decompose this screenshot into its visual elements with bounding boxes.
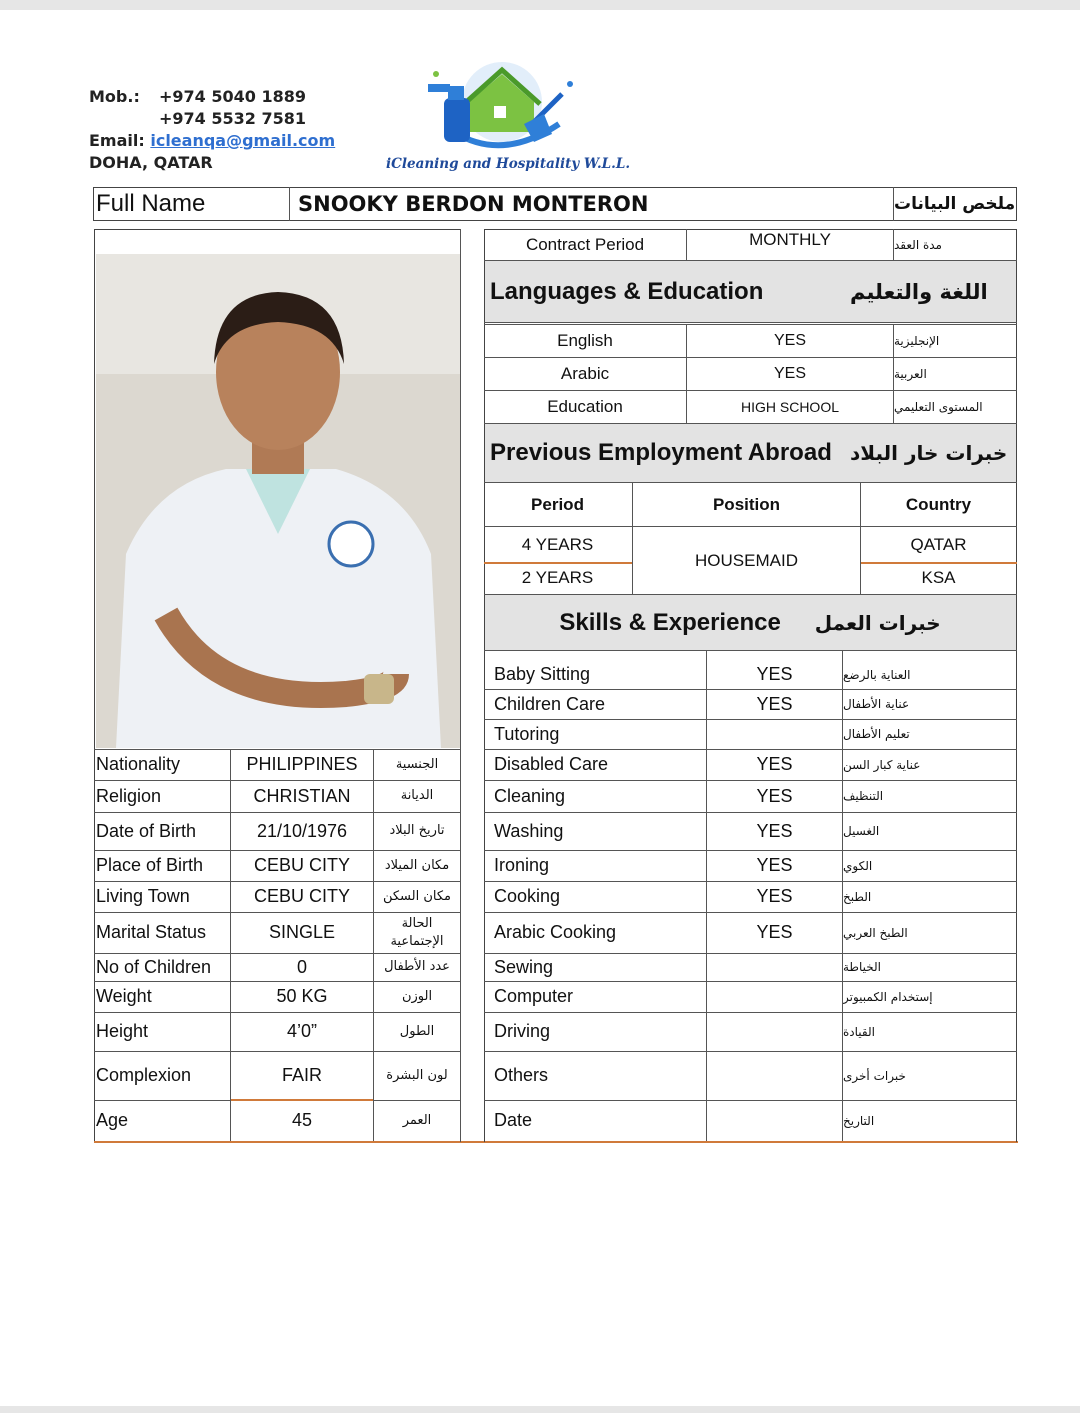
phone-2: +974 5532 7581 [159, 109, 307, 128]
personal-value: CEBU CITY [253, 855, 350, 875]
personal-label: Marital Status [96, 922, 207, 942]
top-band [0, 0, 1080, 10]
skill-value [707, 953, 842, 981]
skill-label: Others [494, 1065, 549, 1085]
skill-value [707, 981, 842, 1012]
skill-value: YES [756, 754, 793, 774]
skills-title-group [520, 595, 980, 650]
skill-label: Washing [494, 820, 564, 841]
period-value: 4 YEARS [521, 534, 594, 554]
candidate-photo [96, 254, 460, 748]
personal-label-ar: الوزن [401, 988, 433, 1004]
personal-label: Complexion [96, 1065, 192, 1085]
employment-title-ar: خبرات خار البلاد [850, 441, 1008, 465]
contract-label: Contract Period [525, 235, 645, 254]
personal-label-ar: مكان السكن [382, 888, 452, 904]
personal-label-ar: العمر [402, 1112, 432, 1128]
bottom-band [0, 1406, 1080, 1413]
position-value: HOUSEMAID [695, 550, 798, 570]
skill-label-ar: عناية كبار السن [843, 757, 921, 772]
skill-label-ar: إستخدام الكمبيوتر [843, 989, 933, 1004]
personal-label-ar: تاريخ البلاد [389, 823, 445, 838]
skill-label-ar: الخياطة [843, 960, 881, 974]
skill-label: Disabled Care [494, 754, 609, 774]
personal-label: Religion [96, 785, 162, 806]
phone-1: +974 5040 1889 [159, 87, 307, 106]
company-name: iCleaning and Hospitality W.L.L. [386, 156, 631, 172]
skill-value [707, 1100, 842, 1141]
skill-value [707, 719, 842, 749]
personal-label: Living Town [96, 886, 190, 906]
skill-label: Baby Sitting [494, 664, 591, 684]
period-value: 2 YEARS [521, 568, 594, 587]
summary-label-ar: ملخص البيانات [894, 194, 1016, 214]
personal-label-ar: الديانة [400, 788, 434, 803]
languages-title-ar: اللغة والتعليم [850, 279, 988, 304]
contract-value: MONTHLY [749, 230, 831, 249]
personal-value: 0 [296, 956, 307, 977]
skill-value: YES [756, 785, 793, 806]
skill-value: YES [756, 886, 793, 906]
contact-block [89, 86, 335, 174]
email-link[interactable]: icleanqa@gmail.com [150, 131, 336, 150]
email-label: Email: [89, 131, 145, 150]
country-value: QATAR [910, 534, 967, 554]
skill-label-ar: الغسيل [843, 824, 880, 838]
skills-title: Skills & Experience [559, 608, 781, 636]
skill-label-ar: خبرات أخرى [843, 1068, 906, 1083]
personal-label: Height [96, 1021, 149, 1041]
language-value: YES [773, 364, 806, 382]
location: DOHA, QATAR [89, 153, 213, 172]
personal-label: Age [96, 1110, 129, 1130]
personal-value: PHILIPPINES [246, 754, 358, 774]
personal-value: FAIR [281, 1065, 322, 1085]
language-label-ar: المستوى التعليمي [894, 399, 983, 414]
personal-value: 4’0” [286, 1021, 317, 1041]
personal-label-ar: الحالة الإجتماعية [390, 915, 444, 949]
skill-label: Ironing [494, 855, 550, 875]
skill-label-ar: الطبخ [843, 889, 872, 904]
skill-label-ar: التاريخ [843, 1113, 875, 1128]
skill-label-ar: الكوي [843, 858, 873, 873]
language-value: YES [773, 331, 806, 349]
skill-label: Tutoring [494, 723, 560, 744]
skill-label-ar: تعليم الأطفال [843, 727, 910, 741]
country-value: KSA [921, 568, 956, 587]
personal-value: CEBU CITY [253, 886, 350, 906]
personal-value: 21/10/1976 [256, 820, 348, 841]
skill-label: Date [494, 1110, 533, 1130]
employment-title: Previous Employment Abroad [490, 439, 832, 466]
skill-label-ar: التنظيف [843, 789, 884, 803]
skill-value: YES [756, 855, 793, 875]
skill-value [707, 1012, 842, 1051]
skill-label: Children Care [494, 693, 606, 714]
skill-label: Driving [494, 1021, 551, 1041]
personal-label: Place of Birth [96, 855, 204, 875]
personal-label: Date of Birth [96, 820, 197, 841]
language-label: Arabic [560, 363, 610, 383]
skill-value [707, 1051, 842, 1100]
personal-label-ar: الجنسية [395, 756, 439, 772]
skill-label-ar: القيادة [843, 1024, 875, 1039]
personal-label-ar: لون البشرة [386, 1067, 448, 1083]
contract-label-ar: مدة العقد [894, 238, 942, 252]
language-label: English [557, 330, 613, 350]
personal-label: Weight [96, 986, 152, 1006]
skill-label-ar: عناية الأطفال [843, 697, 910, 711]
mobile-label: Mob.: [89, 87, 140, 106]
skill-label: Computer [494, 986, 574, 1006]
skill-value: YES [756, 693, 793, 714]
skill-label-ar: الطبخ العربي [843, 925, 908, 940]
languages-title: Languages & Education [490, 277, 764, 305]
personal-label: Nationality [96, 754, 181, 774]
skill-label: Sewing [494, 956, 554, 977]
personal-label-ar: مكان الميلاد [384, 857, 450, 873]
skill-value: YES [756, 664, 793, 684]
skill-value: YES [756, 820, 793, 841]
language-label-ar: الإنجليزية [894, 333, 940, 348]
full-name-value: SNOOKY BERDON MONTERON [298, 192, 649, 216]
personal-value: SINGLE [268, 922, 336, 942]
skills-title-ar: خبرات العمل [814, 610, 941, 635]
skill-value: YES [756, 922, 793, 942]
period-header: Period [531, 494, 584, 514]
personal-label: No of Children [96, 956, 212, 977]
personal-value: 45 [291, 1110, 313, 1130]
personal-label-ar: الطول [399, 1023, 435, 1039]
language-value: HIGH SCHOOL [740, 398, 839, 415]
skill-label-ar: العناية بالرضع [843, 667, 911, 682]
language-label: Education [547, 396, 623, 416]
full-name-label: Full Name [96, 190, 206, 217]
personal-value: 50 KG [276, 986, 328, 1006]
language-label-ar: العربية [894, 366, 927, 381]
skill-label: Arabic Cooking [494, 922, 617, 942]
skill-label: Cooking [494, 886, 561, 906]
personal-value: CHRISTIAN [253, 785, 351, 806]
position-header: Position [712, 494, 781, 514]
country-header: Country [905, 494, 972, 514]
personal-label-ar: عدد الأطفال [384, 959, 450, 974]
skill-label: Cleaning [494, 785, 566, 806]
